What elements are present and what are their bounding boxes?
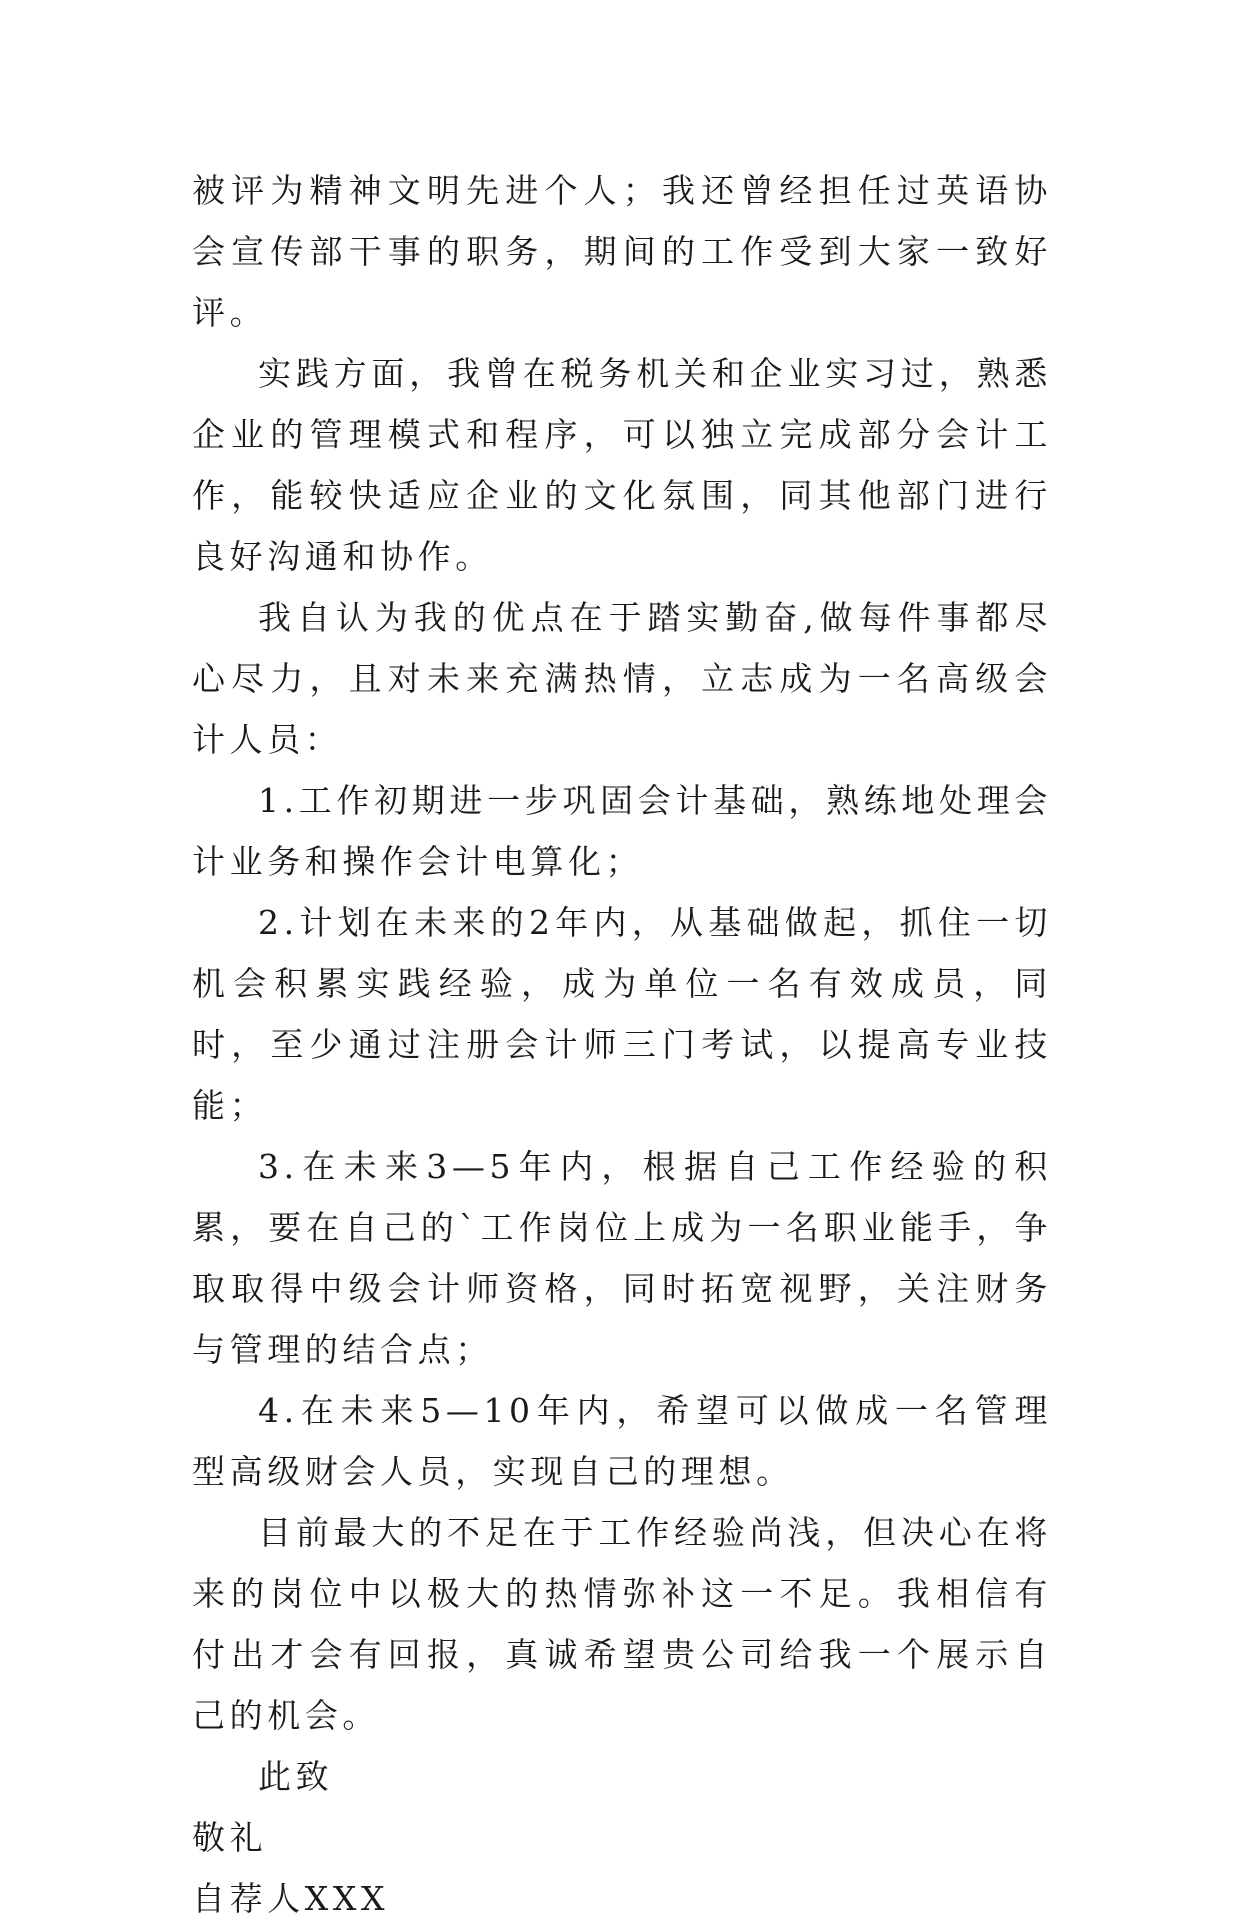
paragraph-honors: 被评为精神文明先进个人；我还曾经担任过英语协会宣传部干事的职务，期间的工作受到大家一致好评。 (192, 171, 1052, 332)
plan-item-3: 3.在未来3—5年内，根据自己工作经验的积累，要在自己的`工作岗位上成为一名职业能手，争取取得中级会计师资格，同时拓宽视野，关注财务与管理的结合点； (192, 1147, 1052, 1369)
plan-item-1: 1.工作初期进一步巩固会计基础，熟练地处理会计业务和操作会计电算化； (192, 781, 1052, 881)
signature-text: 自荐人XXX (192, 1879, 390, 1918)
paragraph-shortcoming: 目前最大的不足在于工作经验尚浅，但决心在将来的岗位中以极大的热情弥补这一不足。我相信有付出才会有回报，真诚希望贵公司给我一个展示自己的机会。 (192, 1513, 1052, 1735)
salutation-text: 敬礼 (192, 1818, 268, 1857)
closing-text: 此致 (258, 1757, 334, 1796)
paragraph-practice: 实践方面，我曾在税务机关和企业实习过，熟悉企业的管理模式和程序，可以独立完成部分会计工作，能较快适应企业的文化氛围，同其他部门进行良好沟通和协作。 (192, 354, 1052, 576)
paragraph-strengths: 我自认为我的优点在于踏实勤奋,做每件事都尽心尽力，且对未来充满热情，立志成为一名高级会计人员： (192, 598, 1052, 759)
plan-item-4: 4.在未来5—10年内，希望可以做成一名管理型高级财会人员，实现自己的理想。 (192, 1391, 1052, 1491)
plan-item-2: 2.计划在未来的2年内，从基础做起，抓住一切机会积累实践经验，成为单位一名有效成员，同时，至少通过注册会计师三门考试，以提高专业技能； (192, 903, 1052, 1125)
letter-body (192, 160, 1052, 1929)
